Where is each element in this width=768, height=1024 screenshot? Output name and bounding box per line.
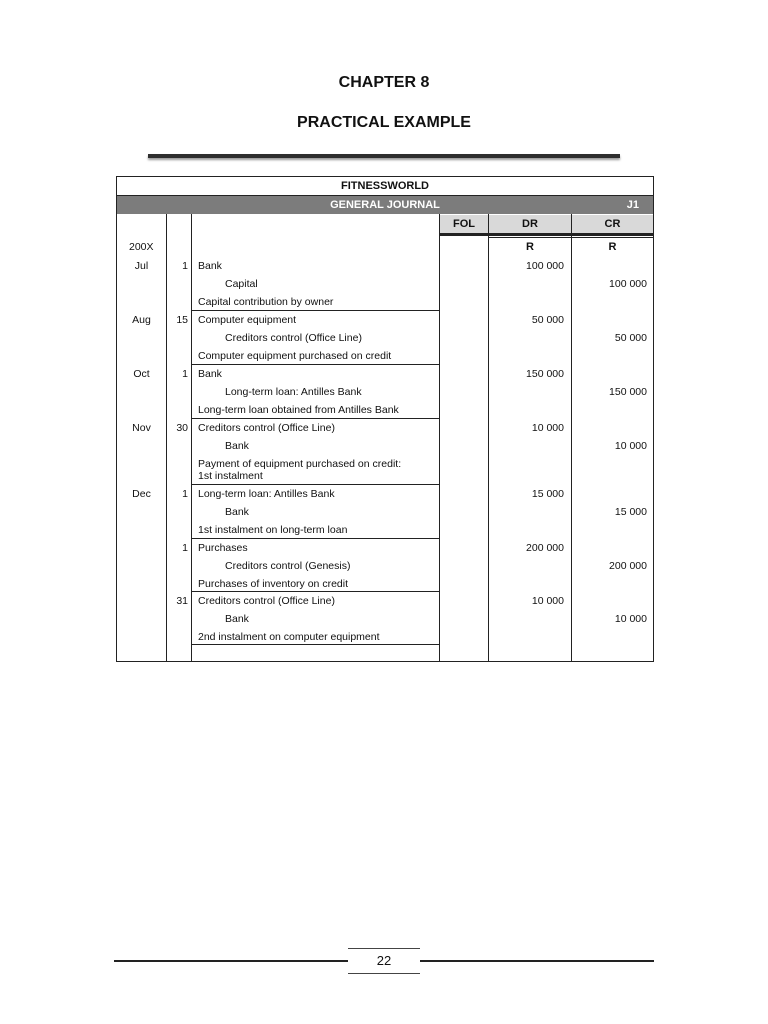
- credit-amount: 10 000: [614, 613, 647, 625]
- entry-day: 1: [182, 488, 188, 500]
- page-subtitle: PRACTICAL EXAMPLE: [297, 114, 471, 131]
- company-name: FITNESSWORLD: [117, 177, 653, 196]
- entry-separator: [191, 364, 440, 365]
- debit-account: Bank: [198, 368, 222, 380]
- column-divider: [488, 214, 489, 661]
- debit-account: Computer equipment: [198, 314, 297, 326]
- journal-title-bar: [117, 196, 653, 214]
- entry-narration: 2nd instalment on computer equipment: [198, 631, 380, 643]
- debit-amount: 150 000: [526, 368, 564, 380]
- entry-month: Nov: [132, 422, 151, 434]
- entry-narration: Long-term loan obtained from Antilles Bank: [198, 404, 399, 416]
- entry-day: 1: [182, 368, 188, 380]
- entry-separator: [191, 484, 440, 485]
- credit-account: Bank: [225, 506, 249, 518]
- debit-amount: 100 000: [526, 260, 564, 272]
- column-divider: [191, 214, 192, 661]
- credit-account: Creditors control (Genesis): [225, 560, 351, 572]
- entry-narration: Capital contribution by owner: [198, 296, 334, 308]
- debit-account: Purchases: [198, 542, 248, 554]
- debit-account: Creditors control (Office Line): [198, 422, 335, 434]
- entry-separator: [191, 418, 440, 419]
- dr-header: DR: [489, 215, 571, 236]
- credit-amount: 100 000: [609, 278, 647, 290]
- credit-account: Creditors control (Office Line): [225, 332, 362, 344]
- chapter-heading: CHAPTER 8: [338, 74, 430, 91]
- entry-narration: 1st instalment on long-term loan: [198, 524, 348, 536]
- entry-separator: [191, 591, 440, 592]
- debit-amount: 15 000: [531, 488, 564, 500]
- entry-month: Jul: [134, 260, 149, 272]
- entry-narration: Purchases of inventory on credit: [198, 578, 348, 590]
- entry-month: Dec: [132, 488, 151, 500]
- credit-account: Long-term loan: Antilles Bank: [225, 386, 362, 398]
- debit-account: Bank: [198, 260, 222, 272]
- entry-month: Aug: [132, 314, 151, 326]
- entry-day: 31: [176, 595, 188, 607]
- year-label: 200X: [129, 241, 154, 253]
- heading-rule: [148, 154, 620, 158]
- credit-account: Bank: [225, 440, 249, 452]
- footer-rule: [114, 960, 348, 962]
- debit-amount: 10 000: [531, 422, 564, 434]
- footer-rule: [420, 960, 654, 962]
- journal-title: GENERAL JOURNAL: [330, 199, 440, 211]
- credit-account: Capital: [225, 278, 258, 290]
- entry-day: 1: [182, 542, 188, 554]
- fol-header: FOL: [440, 215, 488, 236]
- cr-currency: R: [572, 237, 653, 256]
- debit-account: Creditors control (Office Line): [198, 595, 335, 607]
- entry-narration: Payment of equipment purchased on credit:: [198, 458, 402, 470]
- column-divider: [166, 214, 167, 661]
- journal-reference: J1: [626, 199, 639, 211]
- entry-separator: [191, 538, 440, 539]
- credit-amount: 150 000: [609, 386, 647, 398]
- credit-amount: 50 000: [614, 332, 647, 344]
- credit-amount: 15 000: [614, 506, 647, 518]
- credit-account: Bank: [225, 613, 249, 625]
- entry-narration: Computer equipment purchased on credit: [198, 350, 392, 362]
- entry-separator: [191, 310, 440, 311]
- cr-header: CR: [572, 215, 653, 236]
- entry-day: 15: [176, 314, 188, 326]
- credit-amount: 10 000: [614, 440, 647, 452]
- debit-amount: 200 000: [526, 542, 564, 554]
- dr-currency: R: [489, 237, 571, 256]
- entry-month: Oct: [133, 368, 150, 380]
- general-journal: [116, 176, 654, 662]
- debit-amount: 10 000: [531, 595, 564, 607]
- entry-separator: [191, 644, 440, 645]
- credit-amount: 200 000: [609, 560, 647, 572]
- entry-day: 30: [176, 422, 188, 434]
- entry-day: 1: [182, 260, 188, 272]
- entry-narration-continued: 1st instalment: [198, 470, 263, 482]
- debit-account: Long-term loan: Antilles Bank: [198, 488, 335, 500]
- debit-amount: 50 000: [531, 314, 564, 326]
- page-number: 22: [348, 948, 420, 974]
